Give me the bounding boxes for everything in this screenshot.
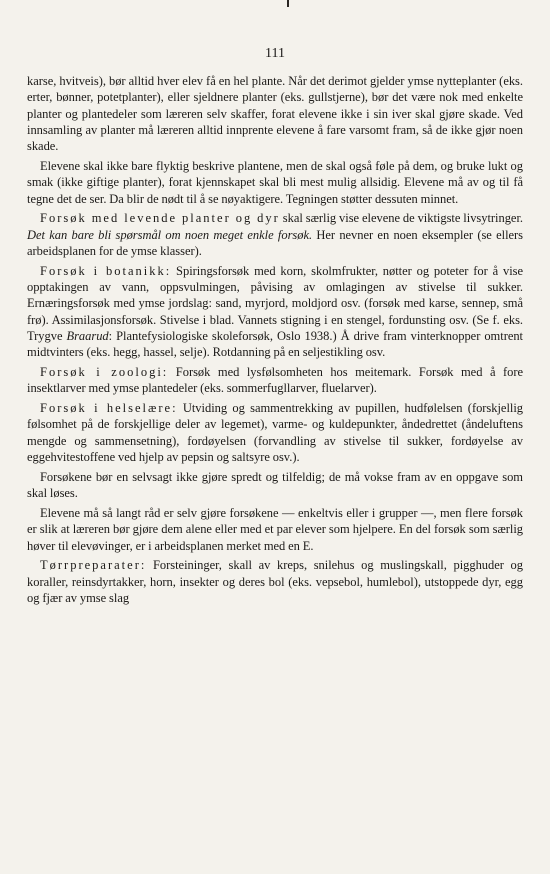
italic-text: Det kan bare bli spørsmål om noen meget enkle forsøk.: [27, 227, 313, 242]
spaced-heading: Forsøk i botanikk:: [40, 263, 172, 278]
top-edge-mark: [287, 0, 289, 7]
page-number: 111: [265, 46, 285, 61]
text-run: Elevene må så langt råd er selv gjøre forsøkene — enkeltvis eller i grupper —, men flere forsøk er slik at læreren bør gjøre dem alene eller med et par elever som hjelpere. En del forsøk som særlig høver til elevøvinger, er i arbeidsplanen merket med en E.: [27, 505, 523, 553]
text-run: Her nevner en noen eksempler (se ellers arbeidsplanen for de ymse klasser).: [27, 227, 523, 258]
paragraph: [27, 263, 523, 361]
spaced-heading: Forsøk med levende planter og dyr: [40, 211, 280, 226]
text-run: Utviding og sammentrekking av pupillen, hudfølelsen (forskjellig følsomhet på de forskjellige deler av legemet), varme- og kuldepunkter, åndedrettet (åndeluftens mengde og sammensetning), fordøyelsen (forvandling av stivelse til sukker, fordøyelse av eggehvitestoffene ved hjelp av pepsin og saltsyre osv.).: [27, 401, 523, 465]
text-run: Forsteininger, skall av kreps, snilehus og muslingskall, pigghuder og koraller, reinsdyrtakker, horn, insekter og deres bol (eks. vepsebol, humlebol), utstoppede dyr, egg og fjær av ymse slag: [27, 558, 523, 605]
paragraph: [27, 158, 523, 207]
italic-text: Braarud: [66, 328, 109, 343]
paragraph: [27, 210, 523, 259]
page-body: [27, 73, 523, 610]
paragraph: [27, 469, 523, 502]
text-run: karse, hvitveis), bør alltid hver elev få en hel plante. Når det derimot gjelder ymse nytteplanter (eks. erter, bønner, potetplanter), eller sjeldnere planter (eks. gullstjerne), bør det være nok med enkelte planter og plantedeler som læreren selv skaffer, forat elevene ikke i sin iver skal gjøre skade. Ved innsamling av planter må læreren alltid innprente elevene å fare varsomt fram, så de ikke gjør noen skade.: [27, 74, 523, 154]
text-run: skal særlig vise elevene de viktigste livsytringer.: [279, 211, 523, 226]
paragraph: [27, 364, 523, 397]
paragraph: [27, 73, 523, 154]
text-run: : Plantefysiologiske skoleforsøk, Oslo 1938.) Å drive fram vinterknopper omtrent midtvinters (eks. hegg, hassel, selje). Rotdanning på en seljestikling osv.: [27, 328, 524, 360]
text-run: Forsøk med lysfølsomheten hos meitemark. Forsøk med å fore insektlarver med ymse plantedeler (eks. sommerfugllarver, fluelarver).: [27, 365, 523, 396]
text-run: Spiringsforsøk med korn, skolmfrukter, nøtter og poteter for å vise opptakingen av vann, oppsvulmingen, påvising av omlagingen av stivelse til sukker. Ernæringsforsøk med ymse jordslag: sand, myrjord, moldjord osv. (forsøk med karse, sennep, små frø). Assimilasjonsforsøk. Stivelse i blad. Vannets stigning i en stengel, fordunsting osv. (Se f. eks. Trygve: [27, 263, 523, 343]
spaced-heading: Tørrpreparater:: [40, 558, 147, 573]
paragraph: [27, 505, 523, 554]
text-run: Elevene skal ikke bare flyktig beskrive plantene, men de skal også føle på dem, og bruke lukt og smak (ikke giftige planter), forat kjennskapet skal bli mest mulig allsidig. Elevene må av og til få tegne det de ser. Da blir de nødt til å se nøyaktigere. Tegningen støtter dessuten minnet.: [27, 158, 523, 206]
text-run: Forsøkene bør en selvsagt ikke gjøre spredt og tilfeldig; de må vokse fram av en oppgave som skal løses.: [27, 469, 523, 501]
spaced-heading: Forsøk i zoologi:: [40, 365, 169, 380]
spaced-heading: Forsøk i helselære:: [40, 401, 178, 416]
paragraph: [27, 400, 523, 465]
paragraph: [27, 557, 523, 606]
